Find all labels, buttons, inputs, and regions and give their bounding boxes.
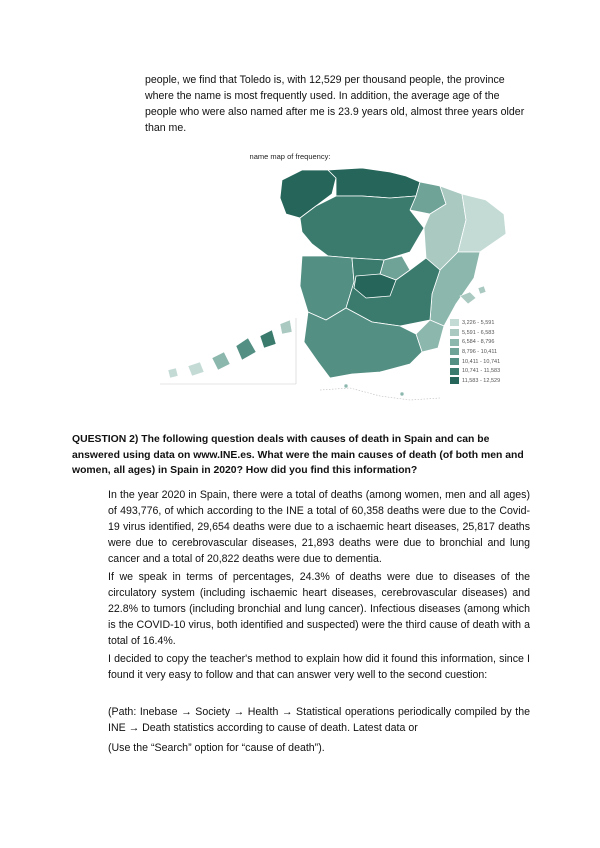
answer-paragraph-percentages: If we speak in terms of percentages, 24.3% of deaths were due to diseases of the circulatory system (including ischaemic heart diseases, cerebrovascular diseases) and 22.8% to tumors (including bronchial and lung cancer). Infectious diseases (among which is the COVID-10 virus, both identified and suspected) were the third cause of death with a total of 16.4%. [108, 571, 530, 647]
province-frequency-map [140, 148, 525, 410]
region-castilla-leon [300, 196, 424, 260]
legend-label: 3,226 - 5,591 [462, 319, 495, 326]
map-title: name map of frequency: [249, 152, 331, 161]
answer-paragraph-path: (Path: Inebase → Society → Health → Statistical operations periodically compiled by the INE → Death statistics according to cause of death. Latest data or [108, 706, 530, 734]
legend-swatch [450, 329, 459, 336]
legend-item [450, 318, 525, 328]
region-catalonia [458, 194, 506, 252]
legend-label: 5,591 - 6,583 [462, 329, 495, 336]
legend-item [450, 328, 525, 338]
legend-swatch [450, 319, 459, 326]
legend-item [450, 357, 525, 367]
legend-label: 10,411 - 10,741 [462, 358, 501, 365]
legend-item [450, 347, 525, 357]
answer-paragraph-deaths: In the year 2020 in Spain, there were a total of deaths (among women, men and all ages) of 493,776, of which according to the INE a total of 60,358 deaths were due to the Covid-19 virus identified, 29,654 deaths were due to a ischaemic heart diseases, 25,817 deaths were due to cerebrovascular diseases, 21,893 deaths were due to bronchial and lung cancer and a total of 20,822 deaths were due to dementia. [108, 489, 530, 565]
legend-label: 8,796 - 10,411 [462, 348, 498, 355]
question-heading: QUESTION 2) The following question deals with causes of death in Spain and can be answered using data on www.INE.es. What were the main causes of death (of both men and women, all ages) in Spain in 2020? How did you find this information? [72, 434, 524, 476]
legend-swatch [450, 368, 459, 375]
legend-label: 6,584 - 8,796 [462, 339, 495, 346]
region-ceuta [344, 384, 348, 388]
intro-paragraph: people, we find that Toledo is, with 12,529 per thousand people, the province where the name is most frequently used. In addition, the average age of the people who were also named after me is 23.9 years old, almost three years older than me. [145, 74, 525, 134]
region-balearic-small [478, 286, 486, 294]
map-legend [450, 318, 525, 386]
legend-swatch [450, 348, 459, 355]
canary-islands [168, 320, 292, 378]
legend-label: 11,583 - 12,529 [462, 377, 501, 384]
legend-swatch [450, 377, 459, 384]
answer-paragraph-method: I decided to copy the teacher's method to explain how did it found this information, since I found it very easy to follow and that can answer very well to the second cuestion: [108, 653, 530, 681]
legend-swatch [450, 358, 459, 365]
legend-item [450, 366, 525, 376]
region-north-coast [328, 168, 420, 198]
region-melilla [400, 392, 404, 396]
answer-paragraph-search: (Use the “Search” option for “cause of death”). [108, 742, 325, 754]
legend-label: 10,741 - 11,583 [462, 368, 501, 375]
legend-item [450, 337, 525, 347]
legend-swatch [450, 339, 459, 346]
legend-item [450, 376, 525, 386]
